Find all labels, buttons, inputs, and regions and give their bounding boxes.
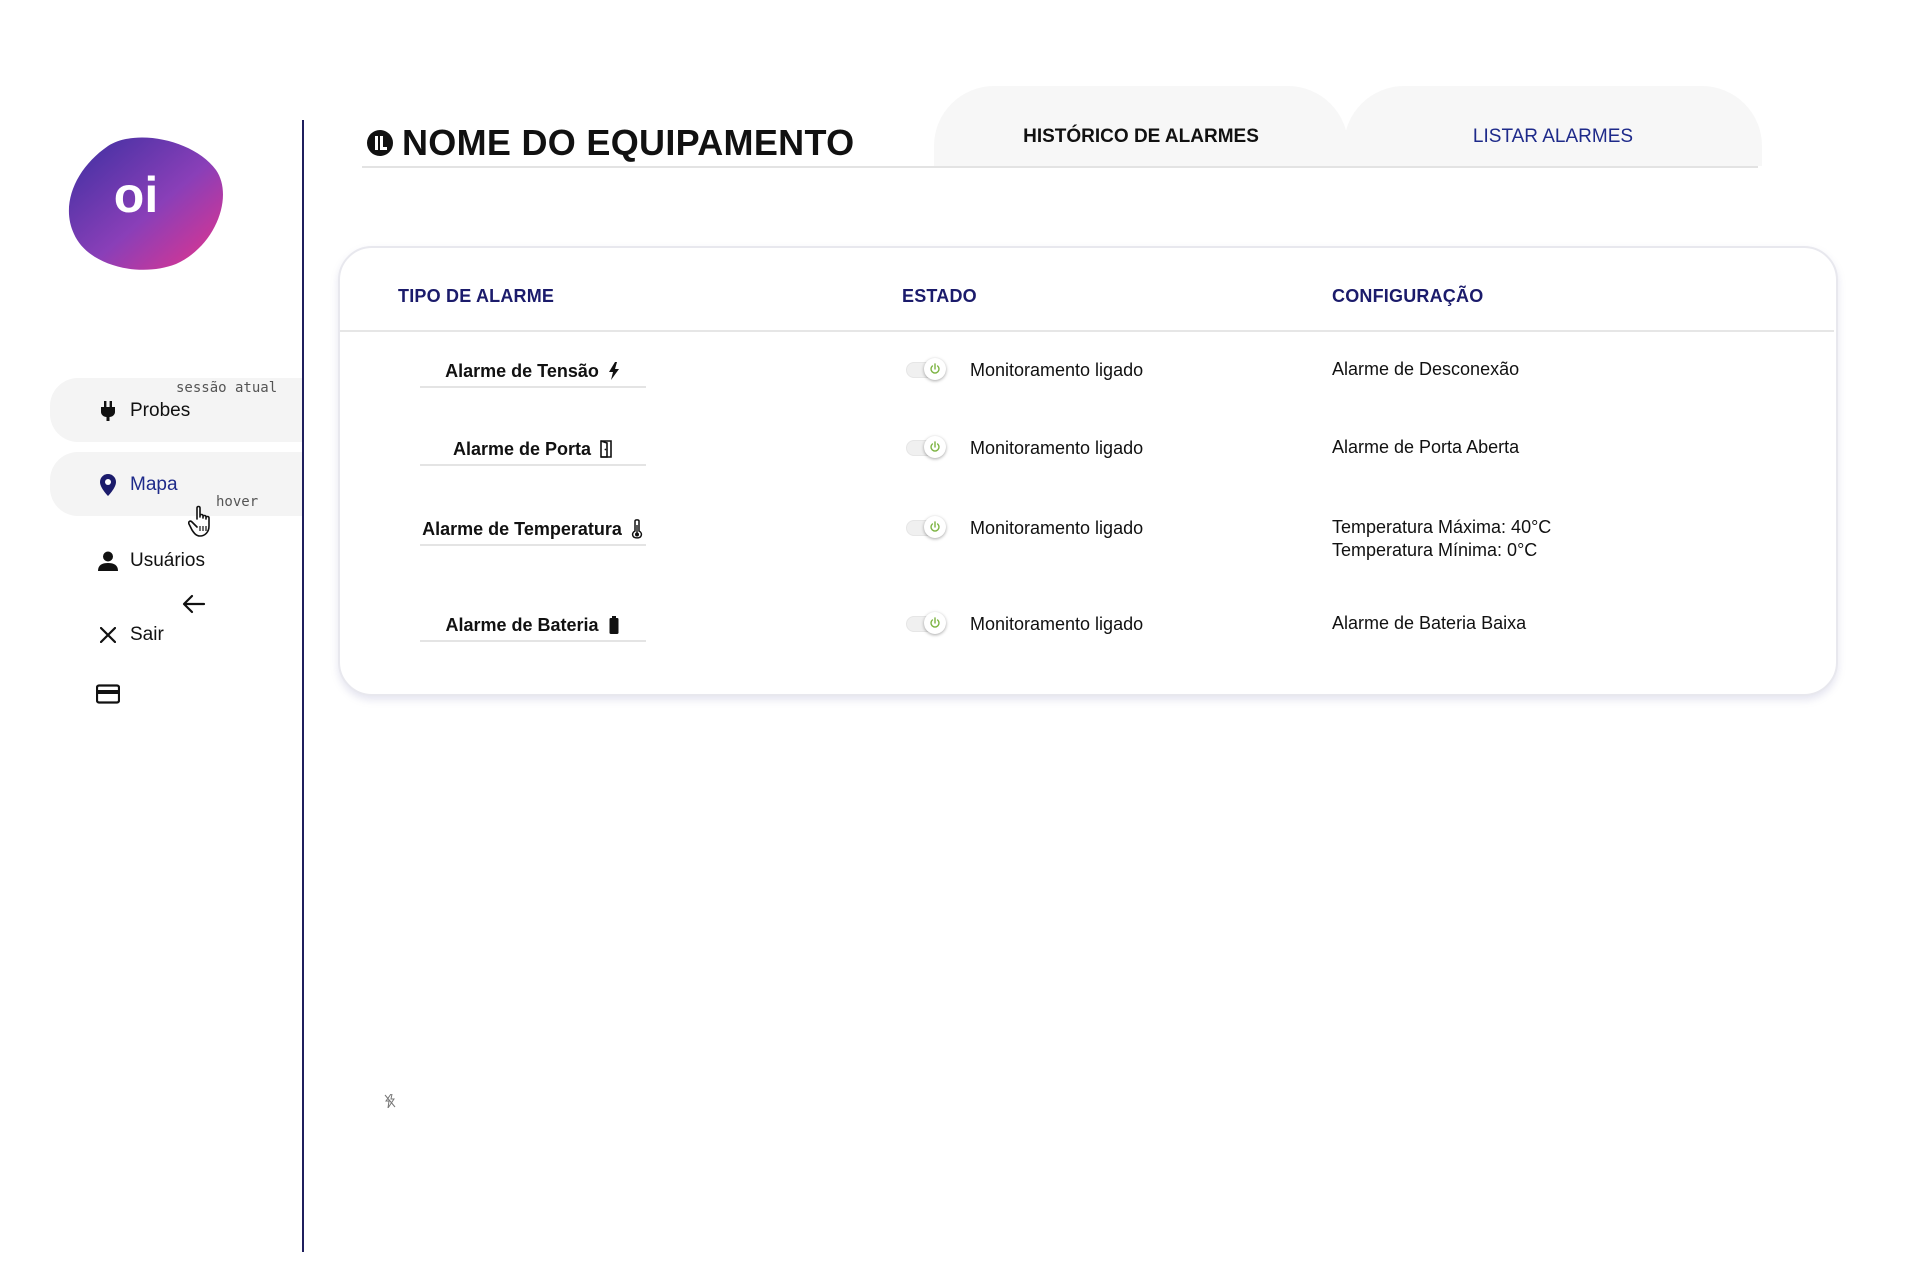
logo-text: oi xyxy=(113,167,159,223)
oi-logo xyxy=(66,134,226,270)
config-line: Alarme de Desconexão xyxy=(1332,359,1520,379)
alarm-type-tensao[interactable] xyxy=(420,356,646,388)
sidebar-item-label: Sair xyxy=(130,624,164,645)
sidebar-item-sair[interactable] xyxy=(98,620,164,650)
monitoring-state: Monitoramento ligado xyxy=(970,614,1144,634)
equipment-icon xyxy=(366,129,394,157)
monitoring-toggle[interactable] xyxy=(906,436,948,456)
monitoring-toggle[interactable] xyxy=(906,612,948,632)
map-pin-icon xyxy=(98,474,118,496)
config-line: Temperatura Mínima: 0°C xyxy=(1332,540,1538,560)
monitoring-toggle[interactable] xyxy=(906,358,948,378)
column-header-tipo: TIPO DE ALARME xyxy=(398,286,555,306)
monitoring-state: Monitoramento ligado xyxy=(970,438,1144,458)
power-icon xyxy=(924,612,946,634)
sidebar-item-probes[interactable] xyxy=(98,396,190,426)
sidebar-divider xyxy=(302,120,304,1252)
current-session-note: sessão atual xyxy=(176,380,278,396)
bolt-icon xyxy=(607,361,621,381)
power-icon xyxy=(924,516,946,538)
power-icon xyxy=(924,436,946,458)
alarm-type-label: Alarme de Temperatura xyxy=(422,518,622,539)
tab-historico-alarmes[interactable] xyxy=(934,86,1348,166)
alarm-config xyxy=(1332,436,1519,459)
config-line: Alarme de Porta Aberta xyxy=(1332,437,1520,457)
column-header-estado: ESTADO xyxy=(902,286,977,306)
tab-label: HISTÓRICO DE ALARMES xyxy=(1023,126,1259,147)
battery-icon xyxy=(607,615,621,635)
table-header-divider xyxy=(340,330,1834,332)
alarm-config xyxy=(1332,612,1526,635)
page-title: NOME DO EQUIPAMENTO xyxy=(402,122,855,163)
monitoring-state: Monitoramento ligado xyxy=(970,360,1144,380)
alarm-type-label: Alarme de Porta xyxy=(452,438,592,459)
hand-cursor-icon xyxy=(188,504,218,538)
thermometer-icon xyxy=(630,519,644,539)
credit-card-icon[interactable] xyxy=(96,684,120,704)
alarm-config xyxy=(1332,516,1551,562)
close-icon xyxy=(98,624,118,646)
alarm-type-label: Alarme de Bateria xyxy=(445,614,599,635)
alarm-type-porta[interactable] xyxy=(420,434,646,466)
monitoring-toggle[interactable] xyxy=(906,516,948,536)
config-line: Temperatura Máxima: 40°C xyxy=(1332,517,1552,537)
tab-label: LISTAR ALARMES xyxy=(1472,126,1634,147)
user-icon xyxy=(98,550,118,572)
door-icon xyxy=(599,439,613,459)
sidebar-item-label: Mapa xyxy=(130,474,178,495)
alarm-config xyxy=(1332,358,1519,381)
sidebar-item-label: Usuários xyxy=(130,550,205,571)
plug-icon xyxy=(98,400,118,422)
header-divider xyxy=(362,166,1758,168)
hover-note: hover xyxy=(216,494,259,510)
sidebar-item-usuarios[interactable] xyxy=(98,546,205,576)
tab-listar-alarmes[interactable] xyxy=(1344,86,1762,166)
alarm-type-bateria[interactable] xyxy=(420,610,646,642)
config-line: Alarme de Bateria Baixa xyxy=(1332,613,1527,633)
sidebar-item-label: Probes xyxy=(130,400,191,421)
back-arrow-icon[interactable] xyxy=(180,592,208,616)
bolt-off-icon xyxy=(384,1094,396,1108)
column-header-configuracao: CONFIGURAÇÃO xyxy=(1332,286,1484,306)
page-header xyxy=(366,122,854,164)
monitoring-state: Monitoramento ligado xyxy=(970,518,1144,538)
alarm-type-label: Alarme de Tensão xyxy=(445,360,599,381)
power-icon xyxy=(924,358,946,380)
sidebar-item-mapa[interactable] xyxy=(98,470,178,500)
alarm-type-temperatura[interactable] xyxy=(420,514,646,546)
